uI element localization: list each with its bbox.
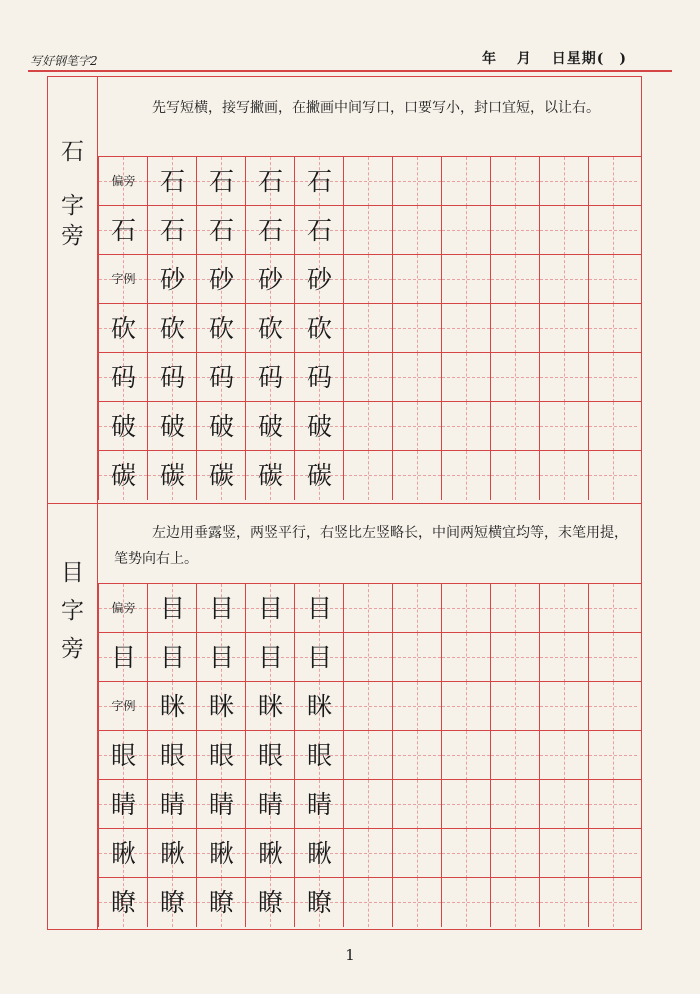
row-label: 偏旁	[111, 601, 136, 615]
example-cell	[294, 633, 343, 682]
example-char: 目	[208, 643, 234, 672]
example-char: 目	[306, 643, 332, 672]
blank-practice-cell	[588, 255, 637, 304]
example-cell	[147, 402, 196, 451]
example-char: 破	[159, 412, 185, 441]
example-cell	[98, 584, 147, 633]
example-char: 碳	[257, 461, 283, 490]
grid-row	[98, 779, 641, 829]
example-char: 石	[208, 167, 234, 196]
blank-practice-cell	[343, 780, 392, 829]
blank-practice-cell	[392, 157, 441, 206]
example-char: 眼	[159, 741, 185, 770]
example-cell	[294, 304, 343, 353]
example-char: 砍	[257, 314, 283, 343]
blank-practice-cell	[392, 451, 441, 500]
blank-practice-cell	[392, 255, 441, 304]
example-char: 目	[208, 594, 234, 623]
blank-practice-cell	[441, 157, 490, 206]
example-char: 瞭	[257, 888, 283, 917]
example-cell	[245, 206, 294, 255]
section-label-column	[48, 504, 98, 929]
example-char: 眯	[159, 692, 185, 721]
grid-row	[98, 450, 641, 500]
blank-practice-cell	[588, 157, 637, 206]
practice-grid	[98, 156, 641, 503]
date-month: 月	[516, 51, 532, 67]
blank-practice-cell	[343, 633, 392, 682]
blank-practice-cell	[441, 304, 490, 353]
example-char: 瞅	[257, 839, 283, 868]
example-char: 眯	[208, 692, 234, 721]
blank-practice-cell	[490, 402, 539, 451]
example-char: 石	[208, 216, 234, 245]
example-char: 破	[257, 412, 283, 441]
blank-practice-cell	[392, 780, 441, 829]
blank-practice-cell	[490, 206, 539, 255]
example-cell	[294, 731, 343, 780]
example-cell	[245, 255, 294, 304]
example-char: 瞅	[110, 839, 136, 868]
example-cell	[147, 584, 196, 633]
blank-practice-cell	[490, 451, 539, 500]
example-char: 砂	[306, 265, 332, 294]
example-char: 砍	[306, 314, 332, 343]
example-char: 石	[110, 216, 136, 245]
example-cell	[196, 255, 245, 304]
example-char: 睛	[257, 790, 283, 819]
blank-practice-cell	[588, 451, 637, 500]
example-char: 石	[306, 167, 332, 196]
blank-practice-cell	[588, 682, 637, 731]
example-cell	[294, 157, 343, 206]
example-cell	[294, 682, 343, 731]
blank-practice-cell	[343, 829, 392, 878]
example-char: 眼	[257, 741, 283, 770]
blank-practice-cell	[539, 304, 588, 353]
blank-practice-cell	[441, 353, 490, 402]
blank-practice-cell	[441, 633, 490, 682]
blank-practice-cell	[392, 402, 441, 451]
example-cell	[245, 451, 294, 500]
example-cell	[147, 255, 196, 304]
blank-practice-cell	[588, 353, 637, 402]
example-char: 破	[110, 412, 136, 441]
section-label-char: 字	[61, 598, 84, 624]
example-cell	[294, 780, 343, 829]
example-char: 砍	[110, 314, 136, 343]
blank-practice-cell	[441, 255, 490, 304]
example-cell	[98, 206, 147, 255]
blank-practice-cell	[490, 731, 539, 780]
example-cell	[147, 780, 196, 829]
example-cell	[147, 829, 196, 878]
blank-practice-cell	[343, 584, 392, 633]
blank-practice-cell	[392, 829, 441, 878]
blank-practice-cell	[539, 157, 588, 206]
example-cell	[294, 402, 343, 451]
example-char: 瞭	[159, 888, 185, 917]
example-cell	[245, 780, 294, 829]
grid-row	[98, 205, 641, 255]
blank-practice-cell	[588, 829, 637, 878]
blank-practice-cell	[490, 878, 539, 927]
example-cell	[196, 402, 245, 451]
blank-practice-cell	[343, 878, 392, 927]
blank-practice-cell	[490, 633, 539, 682]
example-char: 眼	[208, 741, 234, 770]
practice-grid	[98, 583, 641, 929]
blank-practice-cell	[441, 402, 490, 451]
blank-practice-cell	[539, 584, 588, 633]
header-rule	[28, 70, 672, 72]
example-char: 破	[306, 412, 332, 441]
example-char: 睛	[159, 790, 185, 819]
example-char: 目	[257, 594, 283, 623]
example-char: 破	[208, 412, 234, 441]
example-cell	[147, 157, 196, 206]
section-label-char: 旁	[61, 223, 84, 249]
grid-row	[98, 730, 641, 780]
example-cell	[245, 829, 294, 878]
example-cell	[98, 255, 147, 304]
example-char: 瞭	[208, 888, 234, 917]
blank-practice-cell	[539, 353, 588, 402]
date-line	[482, 48, 641, 68]
example-char: 石	[306, 216, 332, 245]
grid-row	[98, 254, 641, 304]
example-cell	[196, 304, 245, 353]
blank-practice-cell	[441, 878, 490, 927]
example-cell	[196, 633, 245, 682]
example-char: 睛	[110, 790, 136, 819]
example-char: 目	[159, 594, 185, 623]
section-mu	[47, 503, 642, 930]
blank-practice-cell	[441, 731, 490, 780]
example-cell	[147, 451, 196, 500]
blank-practice-cell	[588, 584, 637, 633]
example-cell	[196, 157, 245, 206]
grid-row	[98, 877, 641, 927]
example-char: 砂	[159, 265, 185, 294]
example-cell	[98, 157, 147, 206]
example-char: 砍	[208, 314, 234, 343]
blank-practice-cell	[343, 255, 392, 304]
example-cell	[196, 682, 245, 731]
example-cell	[98, 353, 147, 402]
example-cell	[147, 353, 196, 402]
example-char: 砂	[257, 265, 283, 294]
example-char: 目	[257, 643, 283, 672]
section-label-char: 目	[61, 560, 84, 586]
blank-practice-cell	[441, 584, 490, 633]
grid-row	[98, 828, 641, 878]
header-title: 写好钢笔字2	[30, 54, 98, 68]
example-cell	[294, 451, 343, 500]
example-cell	[294, 353, 343, 402]
example-char: 瞅	[208, 839, 234, 868]
example-cell	[196, 829, 245, 878]
example-cell	[98, 304, 147, 353]
example-cell	[98, 829, 147, 878]
example-cell	[147, 731, 196, 780]
example-cell	[98, 402, 147, 451]
example-char: 石	[159, 167, 185, 196]
blank-practice-cell	[441, 206, 490, 255]
example-char: 眼	[110, 741, 136, 770]
blank-practice-cell	[441, 451, 490, 500]
example-cell	[245, 682, 294, 731]
example-char: 码	[159, 363, 185, 392]
example-char: 瞭	[110, 888, 136, 917]
example-char: 码	[306, 363, 332, 392]
grid-row	[98, 583, 641, 633]
example-char: 眯	[306, 692, 332, 721]
blank-practice-cell	[539, 780, 588, 829]
blank-practice-cell	[539, 633, 588, 682]
example-char: 碳	[110, 461, 136, 490]
blank-practice-cell	[343, 402, 392, 451]
section-description: 左边用垂露竖，两竖平行，右竖比左竖略长，中间两短横宜均等，末笔用提，笔势向右上。	[114, 525, 628, 567]
blank-practice-cell	[539, 829, 588, 878]
blank-practice-cell	[392, 878, 441, 927]
example-cell	[196, 451, 245, 500]
example-char: 睛	[208, 790, 234, 819]
blank-practice-cell	[343, 157, 392, 206]
example-cell	[147, 206, 196, 255]
example-cell	[98, 682, 147, 731]
blank-practice-cell	[490, 584, 539, 633]
blank-practice-cell	[588, 780, 637, 829]
blank-practice-cell	[588, 878, 637, 927]
example-char: 瞅	[306, 839, 332, 868]
date-year: 年	[482, 51, 497, 67]
grid-row	[98, 352, 641, 402]
example-cell	[294, 878, 343, 927]
example-cell	[147, 682, 196, 731]
section-label-char: 旁	[61, 636, 84, 662]
example-char: 石	[257, 216, 283, 245]
example-cell	[245, 353, 294, 402]
example-cell	[245, 584, 294, 633]
blank-practice-cell	[441, 829, 490, 878]
blank-practice-cell	[392, 206, 441, 255]
section-label-column	[48, 77, 98, 503]
blank-practice-cell	[539, 682, 588, 731]
example-char: 瞭	[306, 888, 332, 917]
example-char: 砍	[159, 314, 185, 343]
example-cell	[98, 633, 147, 682]
example-cell	[98, 451, 147, 500]
example-cell	[147, 878, 196, 927]
example-char: 碳	[159, 461, 185, 490]
blank-practice-cell	[588, 304, 637, 353]
grid-row	[98, 303, 641, 353]
blank-practice-cell	[392, 731, 441, 780]
example-cell	[147, 304, 196, 353]
example-char: 碳	[306, 461, 332, 490]
section-description: 先写短横，接写撇画，在撇画中间写口，口要写小，封口宜短，以让右。	[152, 100, 600, 116]
blank-practice-cell	[343, 304, 392, 353]
example-cell	[196, 206, 245, 255]
section-shi	[47, 76, 642, 504]
blank-practice-cell	[343, 451, 392, 500]
blank-practice-cell	[588, 731, 637, 780]
grid-row	[98, 681, 641, 731]
blank-practice-cell	[539, 206, 588, 255]
blank-practice-cell	[392, 353, 441, 402]
blank-practice-cell	[539, 878, 588, 927]
example-cell	[98, 731, 147, 780]
blank-practice-cell	[588, 633, 637, 682]
example-char: 目	[306, 594, 332, 623]
example-char: 石	[257, 167, 283, 196]
example-cell	[294, 829, 343, 878]
section-label-char: 石	[61, 139, 84, 165]
blank-practice-cell	[392, 304, 441, 353]
example-cell	[245, 731, 294, 780]
blank-practice-cell	[490, 255, 539, 304]
example-cell	[245, 878, 294, 927]
blank-practice-cell	[392, 682, 441, 731]
blank-practice-cell	[539, 731, 588, 780]
section-label-char: 字	[61, 193, 84, 219]
example-char: 码	[208, 363, 234, 392]
blank-practice-cell	[392, 584, 441, 633]
grid-row	[98, 156, 641, 206]
example-char: 石	[159, 216, 185, 245]
blank-practice-cell	[490, 353, 539, 402]
example-char: 碳	[208, 461, 234, 490]
blank-practice-cell	[441, 682, 490, 731]
example-char: 目	[159, 643, 185, 672]
example-char: 砂	[208, 265, 234, 294]
blank-practice-cell	[490, 780, 539, 829]
blank-practice-cell	[588, 206, 637, 255]
example-char: 眯	[257, 692, 283, 721]
blank-practice-cell	[490, 157, 539, 206]
example-char: 眼	[306, 741, 332, 770]
blank-practice-cell	[539, 402, 588, 451]
blank-practice-cell	[539, 451, 588, 500]
row-label: 字例	[111, 272, 136, 286]
blank-practice-cell	[490, 682, 539, 731]
example-cell	[294, 255, 343, 304]
example-cell	[98, 780, 147, 829]
blank-practice-cell	[343, 206, 392, 255]
example-cell	[196, 878, 245, 927]
example-cell	[196, 353, 245, 402]
example-cell	[245, 304, 294, 353]
example-cell	[196, 584, 245, 633]
blank-practice-cell	[343, 731, 392, 780]
example-char: 睛	[306, 790, 332, 819]
row-label: 偏旁	[111, 174, 136, 188]
example-cell	[245, 157, 294, 206]
example-cell	[98, 878, 147, 927]
example-cell	[196, 780, 245, 829]
example-cell	[196, 731, 245, 780]
blank-practice-cell	[392, 633, 441, 682]
blank-practice-cell	[588, 402, 637, 451]
blank-practice-cell	[490, 304, 539, 353]
page-number: 1	[345, 946, 355, 964]
blank-practice-cell	[490, 829, 539, 878]
blank-practice-cell	[343, 353, 392, 402]
example-cell	[245, 402, 294, 451]
example-char: 码	[257, 363, 283, 392]
date-day-week: 日星期( )	[551, 51, 627, 67]
row-label: 字例	[111, 699, 136, 713]
grid-row	[98, 632, 641, 682]
example-char: 目	[110, 643, 136, 672]
grid-row	[98, 401, 641, 451]
blank-practice-cell	[441, 780, 490, 829]
example-cell	[245, 633, 294, 682]
blank-practice-cell	[539, 255, 588, 304]
blank-practice-cell	[343, 682, 392, 731]
example-cell	[294, 584, 343, 633]
example-char: 码	[110, 363, 136, 392]
example-cell	[147, 633, 196, 682]
example-cell	[294, 206, 343, 255]
example-char: 瞅	[159, 839, 185, 868]
